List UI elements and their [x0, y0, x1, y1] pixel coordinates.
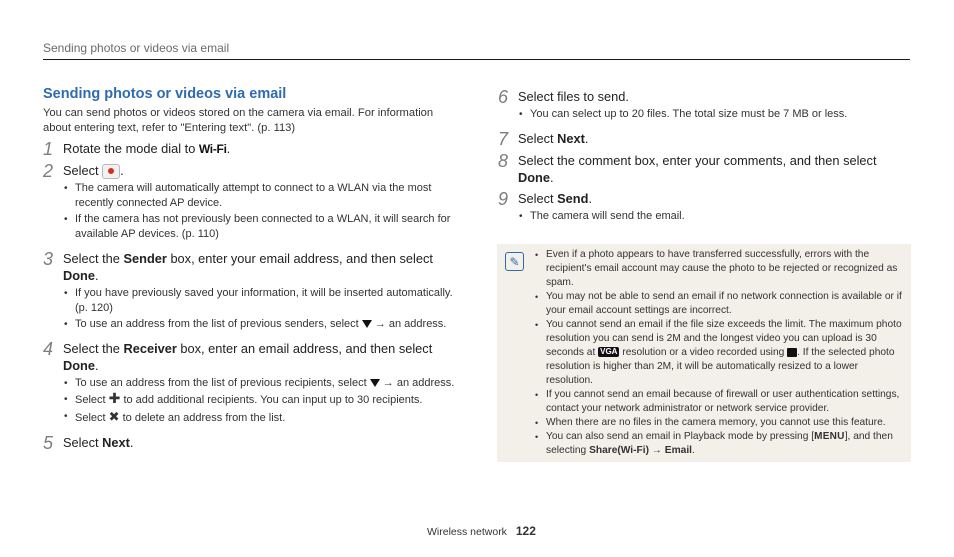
left-column	[43, 86, 463, 452]
page-footer	[427, 524, 536, 538]
step-number: 4	[43, 339, 54, 360]
list-item	[63, 409, 463, 426]
note-text: You can also send an email in Playback mode by pressing [	[546, 431, 815, 442]
note-pencil-icon: ✎	[505, 252, 524, 271]
email-icon	[102, 164, 120, 179]
vga-resolution-icon: VGA	[600, 347, 618, 357]
list-item: • The camera will automatically attempt to connect to a WLAN via the most recently connected AP device.	[63, 181, 463, 211]
step-3-notes	[63, 286, 463, 332]
step-end: .	[588, 191, 592, 206]
step-2-notes	[63, 181, 463, 242]
note-box	[497, 244, 911, 462]
step-end: .	[226, 141, 231, 156]
footer-section: Wireless network	[427, 526, 507, 538]
step-9-notes	[518, 209, 910, 224]
step-text: Select the	[63, 251, 120, 267]
step-number: 8	[498, 151, 509, 171]
list-item: • You can select up to 20 files. The total size must be 7 MB or less.	[518, 107, 910, 122]
down-arrow-icon	[362, 320, 372, 328]
intro-text: You can send photos or videos stored on the camera via email. For information about entering text, refer to "Entering text". (p. 113)	[43, 107, 434, 134]
note-text: ], and then selecting	[546, 431, 893, 456]
running-header: Sending photos or videos via email	[43, 41, 230, 55]
step-text: Select files to send.	[518, 89, 629, 104]
bullet-text: To use an address from the list of previous senders, select	[75, 318, 359, 331]
step-1	[43, 140, 463, 158]
list-item	[63, 392, 463, 408]
step-text: Select the	[63, 341, 120, 357]
plus-icon: ✚	[108, 390, 121, 407]
note-text: .	[692, 445, 695, 456]
share-email-path: Share(Wi-Fi) → Email	[589, 445, 692, 456]
receiver-label: Receiver	[123, 341, 177, 357]
menu-button-icon: MENU	[814, 431, 845, 442]
bullet-text: Select	[75, 394, 106, 407]
section-title: Sending photos or videos via email	[43, 86, 287, 102]
done-label: Done	[518, 170, 550, 185]
step-end: .	[95, 268, 99, 284]
bullet-text: to add additional recipients. You can input up to 30 recipients.	[123, 394, 423, 407]
next-label: Next	[557, 131, 585, 146]
note-text: You cannot send an email if the file size exceeds the limit. The maximum photo resolution you can send is 2M and the longest video you can upload is 30 seconds at	[546, 319, 902, 358]
note-item: • If you cannot send an email because of firewall or user authentication settings, contact your network administrator or network service provider.	[534, 388, 904, 416]
right-column	[498, 84, 910, 228]
step-number: 5	[43, 433, 54, 454]
step-2	[43, 162, 463, 246]
bullet-text: Select	[75, 412, 106, 425]
list-item	[63, 376, 463, 391]
step-text: Select	[63, 163, 99, 179]
bullet-text: → an address.	[374, 318, 447, 331]
wifi-mode-icon: Wi-Fi	[198, 142, 227, 157]
step-number: 9	[498, 189, 509, 209]
step-number: 6	[498, 87, 509, 107]
step-3	[43, 250, 463, 336]
step-text: box, enter an email address, and then select	[180, 341, 433, 357]
step-text: box, enter your email address, and then select	[170, 251, 433, 267]
step-text: Select	[518, 191, 554, 206]
sender-label: Sender	[123, 251, 167, 267]
step-number: 1	[43, 139, 54, 159]
done-label: Done	[63, 268, 95, 284]
note-item	[534, 318, 904, 388]
note-item: • You may not be able to send an email if no network connection is available or if your email account settings are incorrect.	[534, 290, 904, 318]
step-7	[498, 130, 910, 148]
bullet-text: → an address.	[382, 377, 455, 390]
step-end: .	[120, 163, 124, 179]
step-text: Rotate the mode dial to	[63, 141, 196, 156]
bullet-text: To use an address from the list of previous recipients, select	[75, 377, 367, 390]
step-text: Select	[518, 131, 554, 146]
bullet-text: to delete an address from the list.	[122, 412, 286, 425]
step-end: .	[95, 358, 99, 374]
note-item: • Even if a photo appears to have transferred successfully, errors with the recipient's email account may cause the photo to be rejected or recognized as spam.	[534, 248, 904, 290]
note-text: resolution or a video recorded using	[622, 347, 785, 358]
note-list	[534, 248, 904, 458]
step-6-notes	[518, 107, 910, 122]
step-text: Select the comment box, enter your comments, and then select	[518, 153, 877, 168]
list-item: • If the camera has not previously been connected to a WLAN, it will search for available AP devices. (p. 110)	[63, 212, 463, 242]
next-label: Next	[102, 435, 130, 451]
step-number: 2	[43, 161, 54, 182]
send-label: Send	[557, 191, 589, 206]
note-item	[534, 430, 904, 458]
list-item: • The camera will send the email.	[518, 209, 910, 224]
step-end: .	[550, 170, 554, 185]
step-text: Select	[63, 435, 99, 451]
note-text: . If the selected photo resolution is higher than 2M, it will be automatically resized to a lower resolution.	[546, 347, 895, 386]
down-arrow-icon	[370, 379, 380, 387]
list-item: • If you have previously saved your information, it will be inserted automatically. (p. 120)	[63, 286, 463, 316]
delete-icon: ✖	[108, 409, 120, 425]
done-label: Done	[63, 358, 95, 374]
note-item: • When there are no files in the camera memory, you cannot use this feature.	[534, 416, 904, 430]
step-number: 7	[498, 129, 509, 149]
step-number: 3	[43, 249, 54, 270]
step-4-notes	[63, 376, 463, 426]
step-4	[43, 340, 463, 430]
list-item	[63, 317, 463, 332]
step-8	[498, 152, 910, 186]
step-end: .	[584, 131, 589, 146]
page-number: 122	[515, 524, 536, 538]
step-end: .	[129, 435, 134, 451]
header-divider	[43, 59, 910, 60]
step-9	[498, 190, 910, 228]
video-mode-icon	[787, 348, 797, 357]
step-6	[498, 88, 910, 126]
step-5	[43, 434, 463, 452]
